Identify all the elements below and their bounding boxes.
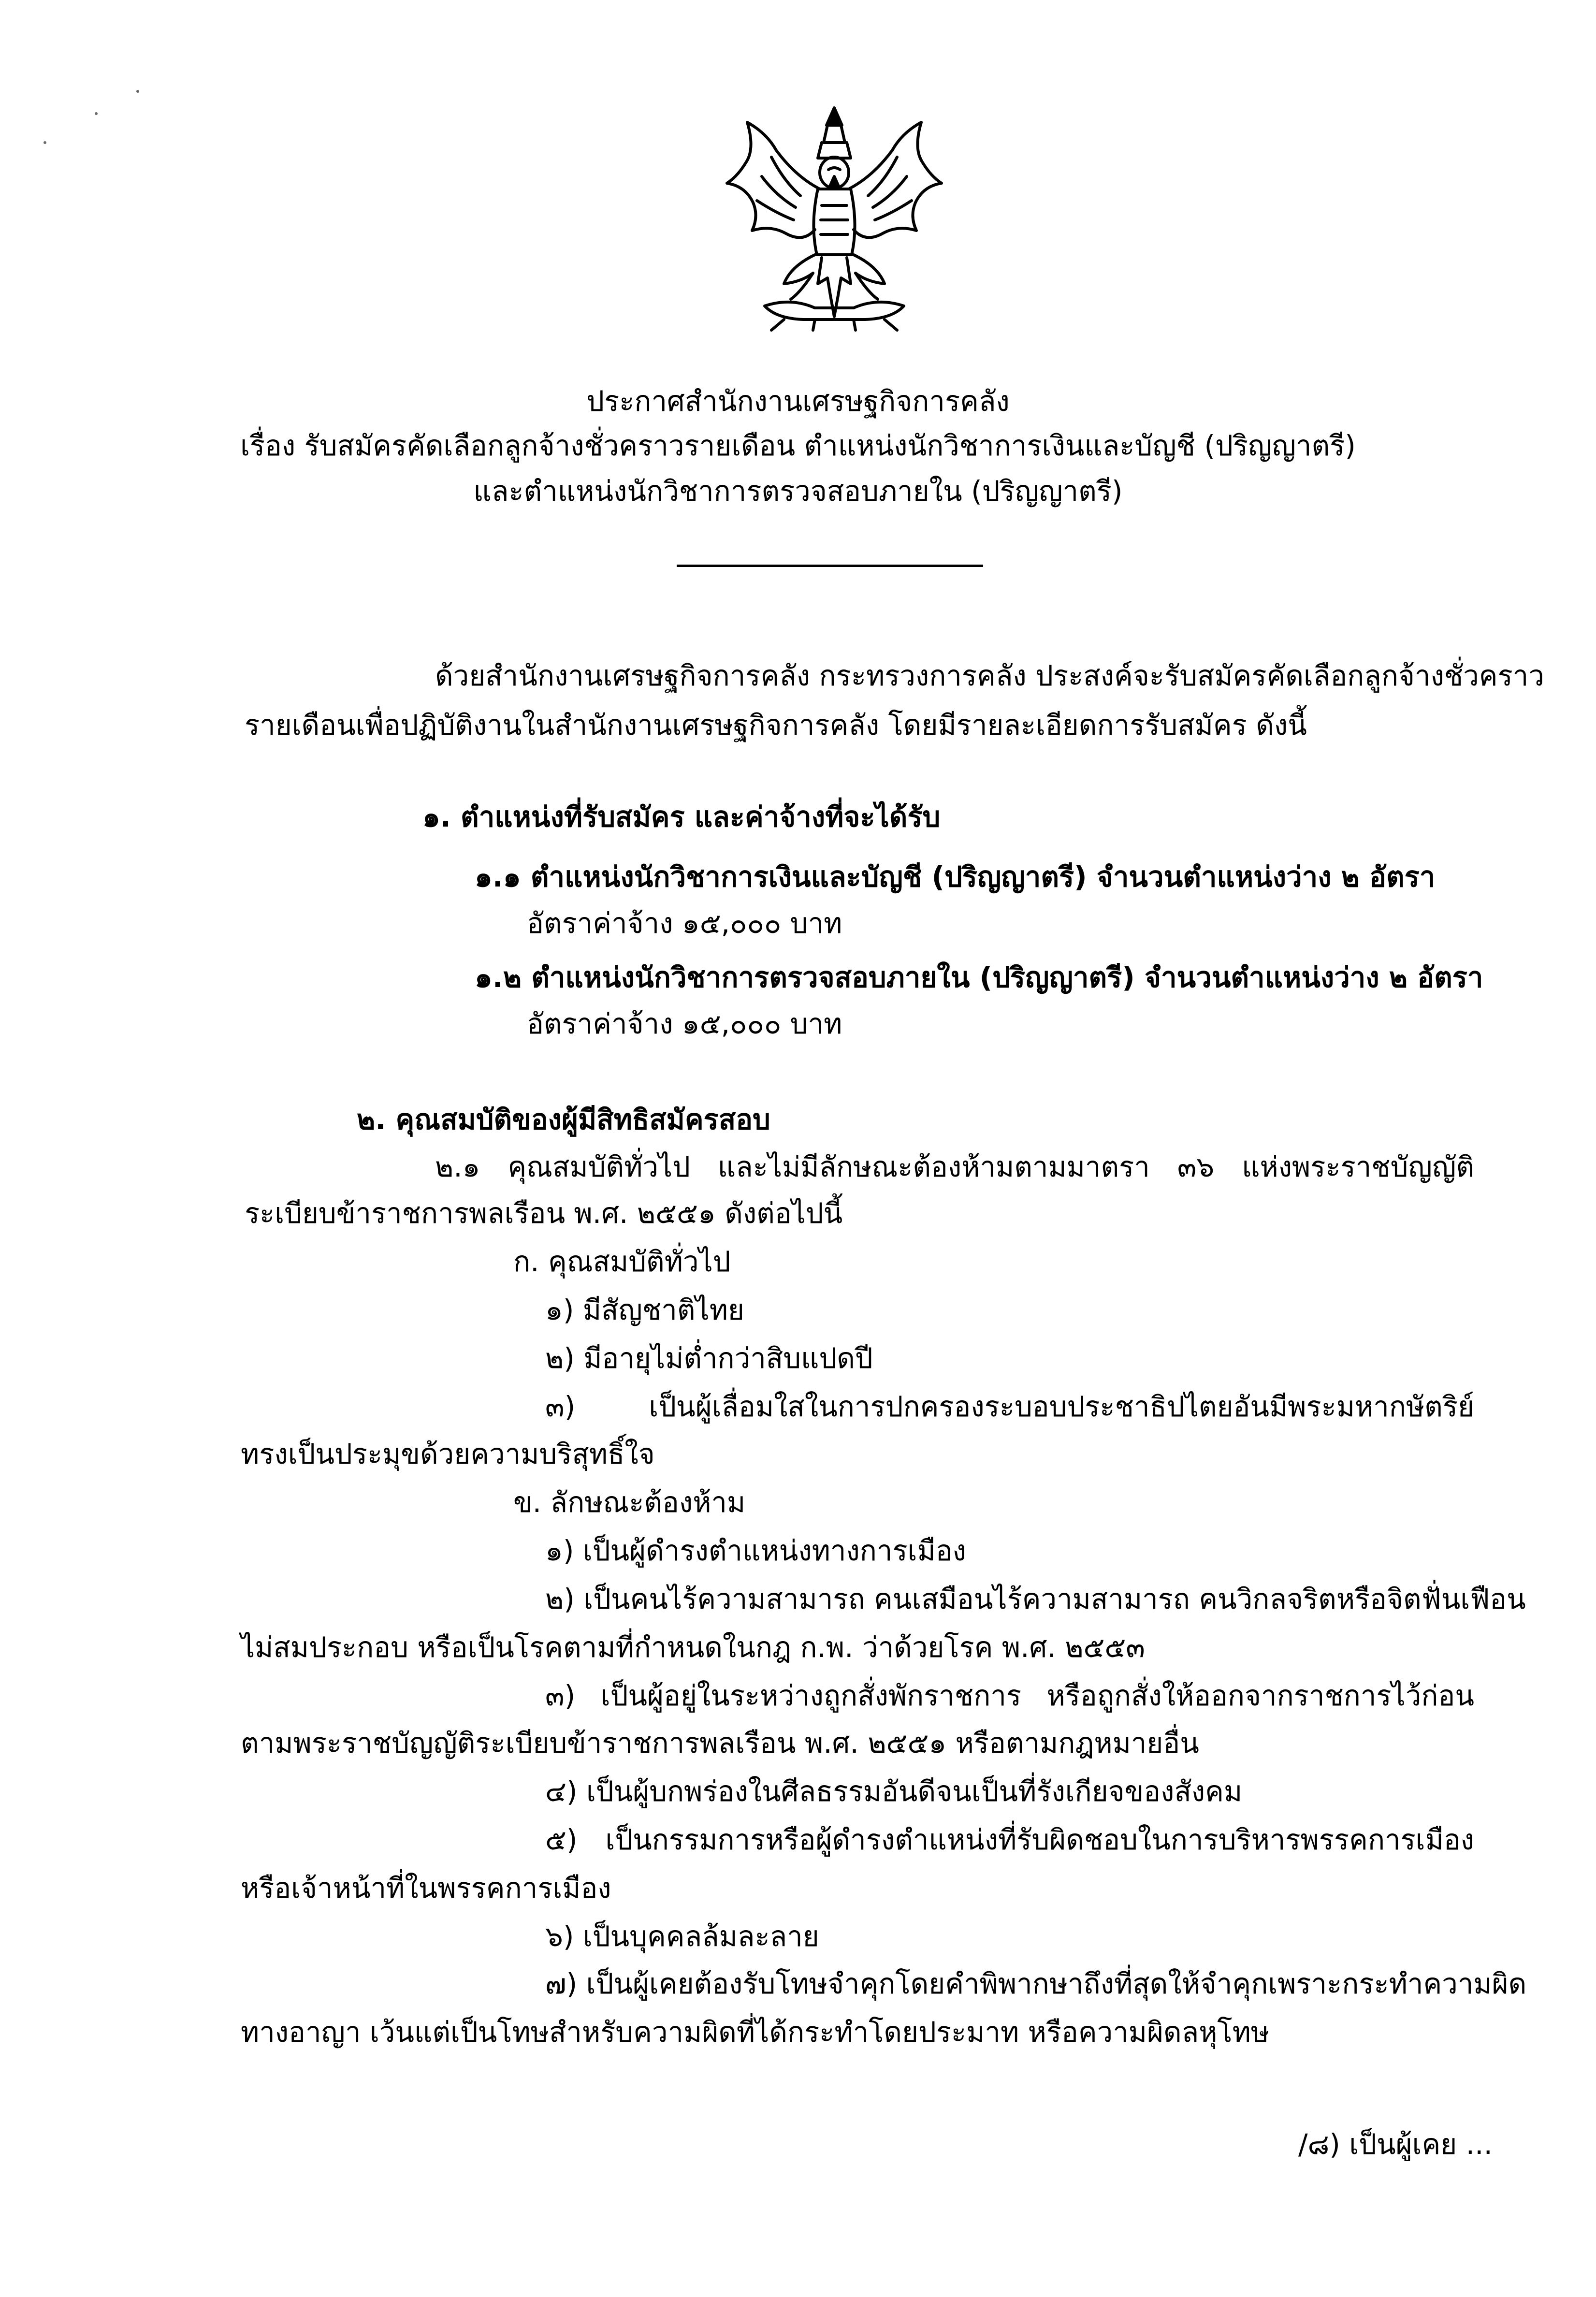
title-divider [677,565,983,567]
prohibition-4: ๔) เป็นผู้บกพร่องในศีลธรรมอันดีจนเป็นที่รังเกียจของสังคม [545,1775,1243,1808]
prohibition-7-line1: ๗) เป็นผู้เคยต้องรับโทษจำคุกโดยคำพิพากษาถึงที่สุดให้จำคุกเพราะกระทำความผิด [545,1967,1527,2000]
prohibition-2-line1: ๒) เป็นคนไร้ความสามารถ คนเสมือนไร้ความสามารถ คนวิกลจริตหรือจิตฟั่นเฟือน [545,1583,1526,1615]
general-qualification-3-line2: ทรงเป็นประมุขด้วยความบริสุทธิ์ใจ [241,1438,655,1470]
prohibition-1: ๑) เป็นผู้ดำรงตำแหน่งทางการเมือง [545,1534,966,1567]
section1-item2-wage: อัตราค่าจ้าง ๑๕,๐๐๐ บาท [527,1007,842,1040]
prohibition-3-line2: ตามพระราชบัญญัติระเบียบข้าราชการพลเรือน พ.ศ. ๒๕๕๑ หรือตามกฎหมายอื่น [241,1727,1199,1759]
prohibition-2-line2: ไม่สมประกอบ หรือเป็นโรคตามที่กำหนดในกฎ ก.พ. ว่าด้วยโรค พ.ศ. ๒๕๕๓ [241,1631,1145,1664]
prohibition-6: ๖) เป็นบุคคลล้มละลาย [545,1920,819,1953]
general-qualification-2: ๒) มีอายุไม่ต่ำกว่าสิบแปดปี [545,1342,873,1375]
general-qualification-1: ๑) มีสัญชาติไทย [545,1294,744,1326]
section1-item2-title: ๑.๒ ตำแหน่งนักวิชาการตรวจสอบภายใน (ปริญญาตรี) จำนวนตำแหน่งว่าง ๒ อัตรา [475,961,1483,994]
section2-sub1-line1: ๒.๑ คุณสมบัติทั่วไป และไม่มีลักษณะต้องห้ามตามมาตรา ๓๖ แห่งพระราชบัญญัติ [435,1150,1474,1183]
scan-speck [95,112,98,115]
section1-heading: ๑. ตำแหน่งที่รับสมัคร และค่าจ้างที่จะได้รับ [422,800,941,833]
general-qualification-3-line1: ๓) เป็นผู้เลื่อมใสในการปกครองระบอบประชาธิปไตยอันมีพระมหากษัตริย์ [545,1390,1474,1423]
intro-paragraph-line2: รายเดือนเพื่อปฏิบัติงานในสำนักงานเศรษฐกิจการคลัง โดยมีรายละเอียดการรับสมัคร ดังนี้ [245,709,1307,741]
general-qualifications-heading: ก. คุณสมบัติทั่วไป [513,1245,731,1278]
prohibition-7-line2: ทางอาญา เว้นแต่เป็นโทษสำหรับความผิดที่ได้กระทำโดยประมาท หรือความผิดลหุโทษ [241,2016,1270,2049]
section1-item1-wage: อัตราค่าจ้าง ๑๕,๐๐๐ บาท [527,907,842,940]
prohibitions-heading: ข. ลักษณะต้องห้าม [513,1486,746,1519]
prohibition-5-line1: ๕) เป็นกรรมการหรือผู้ดำรงตำแหน่งที่รับผิดชอบในการบริหารพรรคการเมือง [545,1823,1474,1856]
announcement-subject-line1: เรื่อง รับสมัครคัดเลือกลูกจ้างชั่วคราวรายเดือน ตำแหน่งนักวิชาการเงินและบัญชี (ปริญญาตรี) [240,429,1356,462]
announcement-title: ประกาศสำนักงานเศรษฐกิจการคลัง [586,385,1010,418]
section2-heading: ๒. คุณสมบัติของผู้มีสิทธิสมัครสอบ [357,1103,770,1136]
section1-item1-title: ๑.๑ ตำแหน่งนักวิชาการเงินและบัญชี (ปริญญาตรี) จำนวนตำแหน่งว่าง ๒ อัตรา [475,860,1436,893]
prohibition-3-line1: ๓) เป็นผู้อยู่ในระหว่างถูกสั่งพักราชการ หรือถูกสั่งให้ออกจากราชการไว้ก่อน [545,1679,1474,1712]
intro-paragraph-line1: ด้วยสำนักงานเศรษฐกิจการคลัง กระทรวงการคลัง ประสงค์จะรับสมัครคัดเลือกลูกจ้างชั่วคราว [435,659,1544,692]
announcement-subject-line2: และตำแหน่งนักวิชาการตรวจสอบภายใน (ปริญญาตรี) [473,475,1123,508]
garuda-emblem-icon [718,104,950,332]
scan-speck [136,90,139,93]
page-continuation: /๘) เป็นผู้เคย ... [1298,2128,1493,2161]
scan-speck [44,141,46,144]
prohibition-5-line2: หรือเจ้าหน้าที่ในพรรคการเมือง [241,1872,611,1904]
section2-sub1-line2: ระเบียบข้าราชการพลเรือน พ.ศ. ๒๕๕๑ ดังต่อไปนี้ [245,1197,843,1230]
